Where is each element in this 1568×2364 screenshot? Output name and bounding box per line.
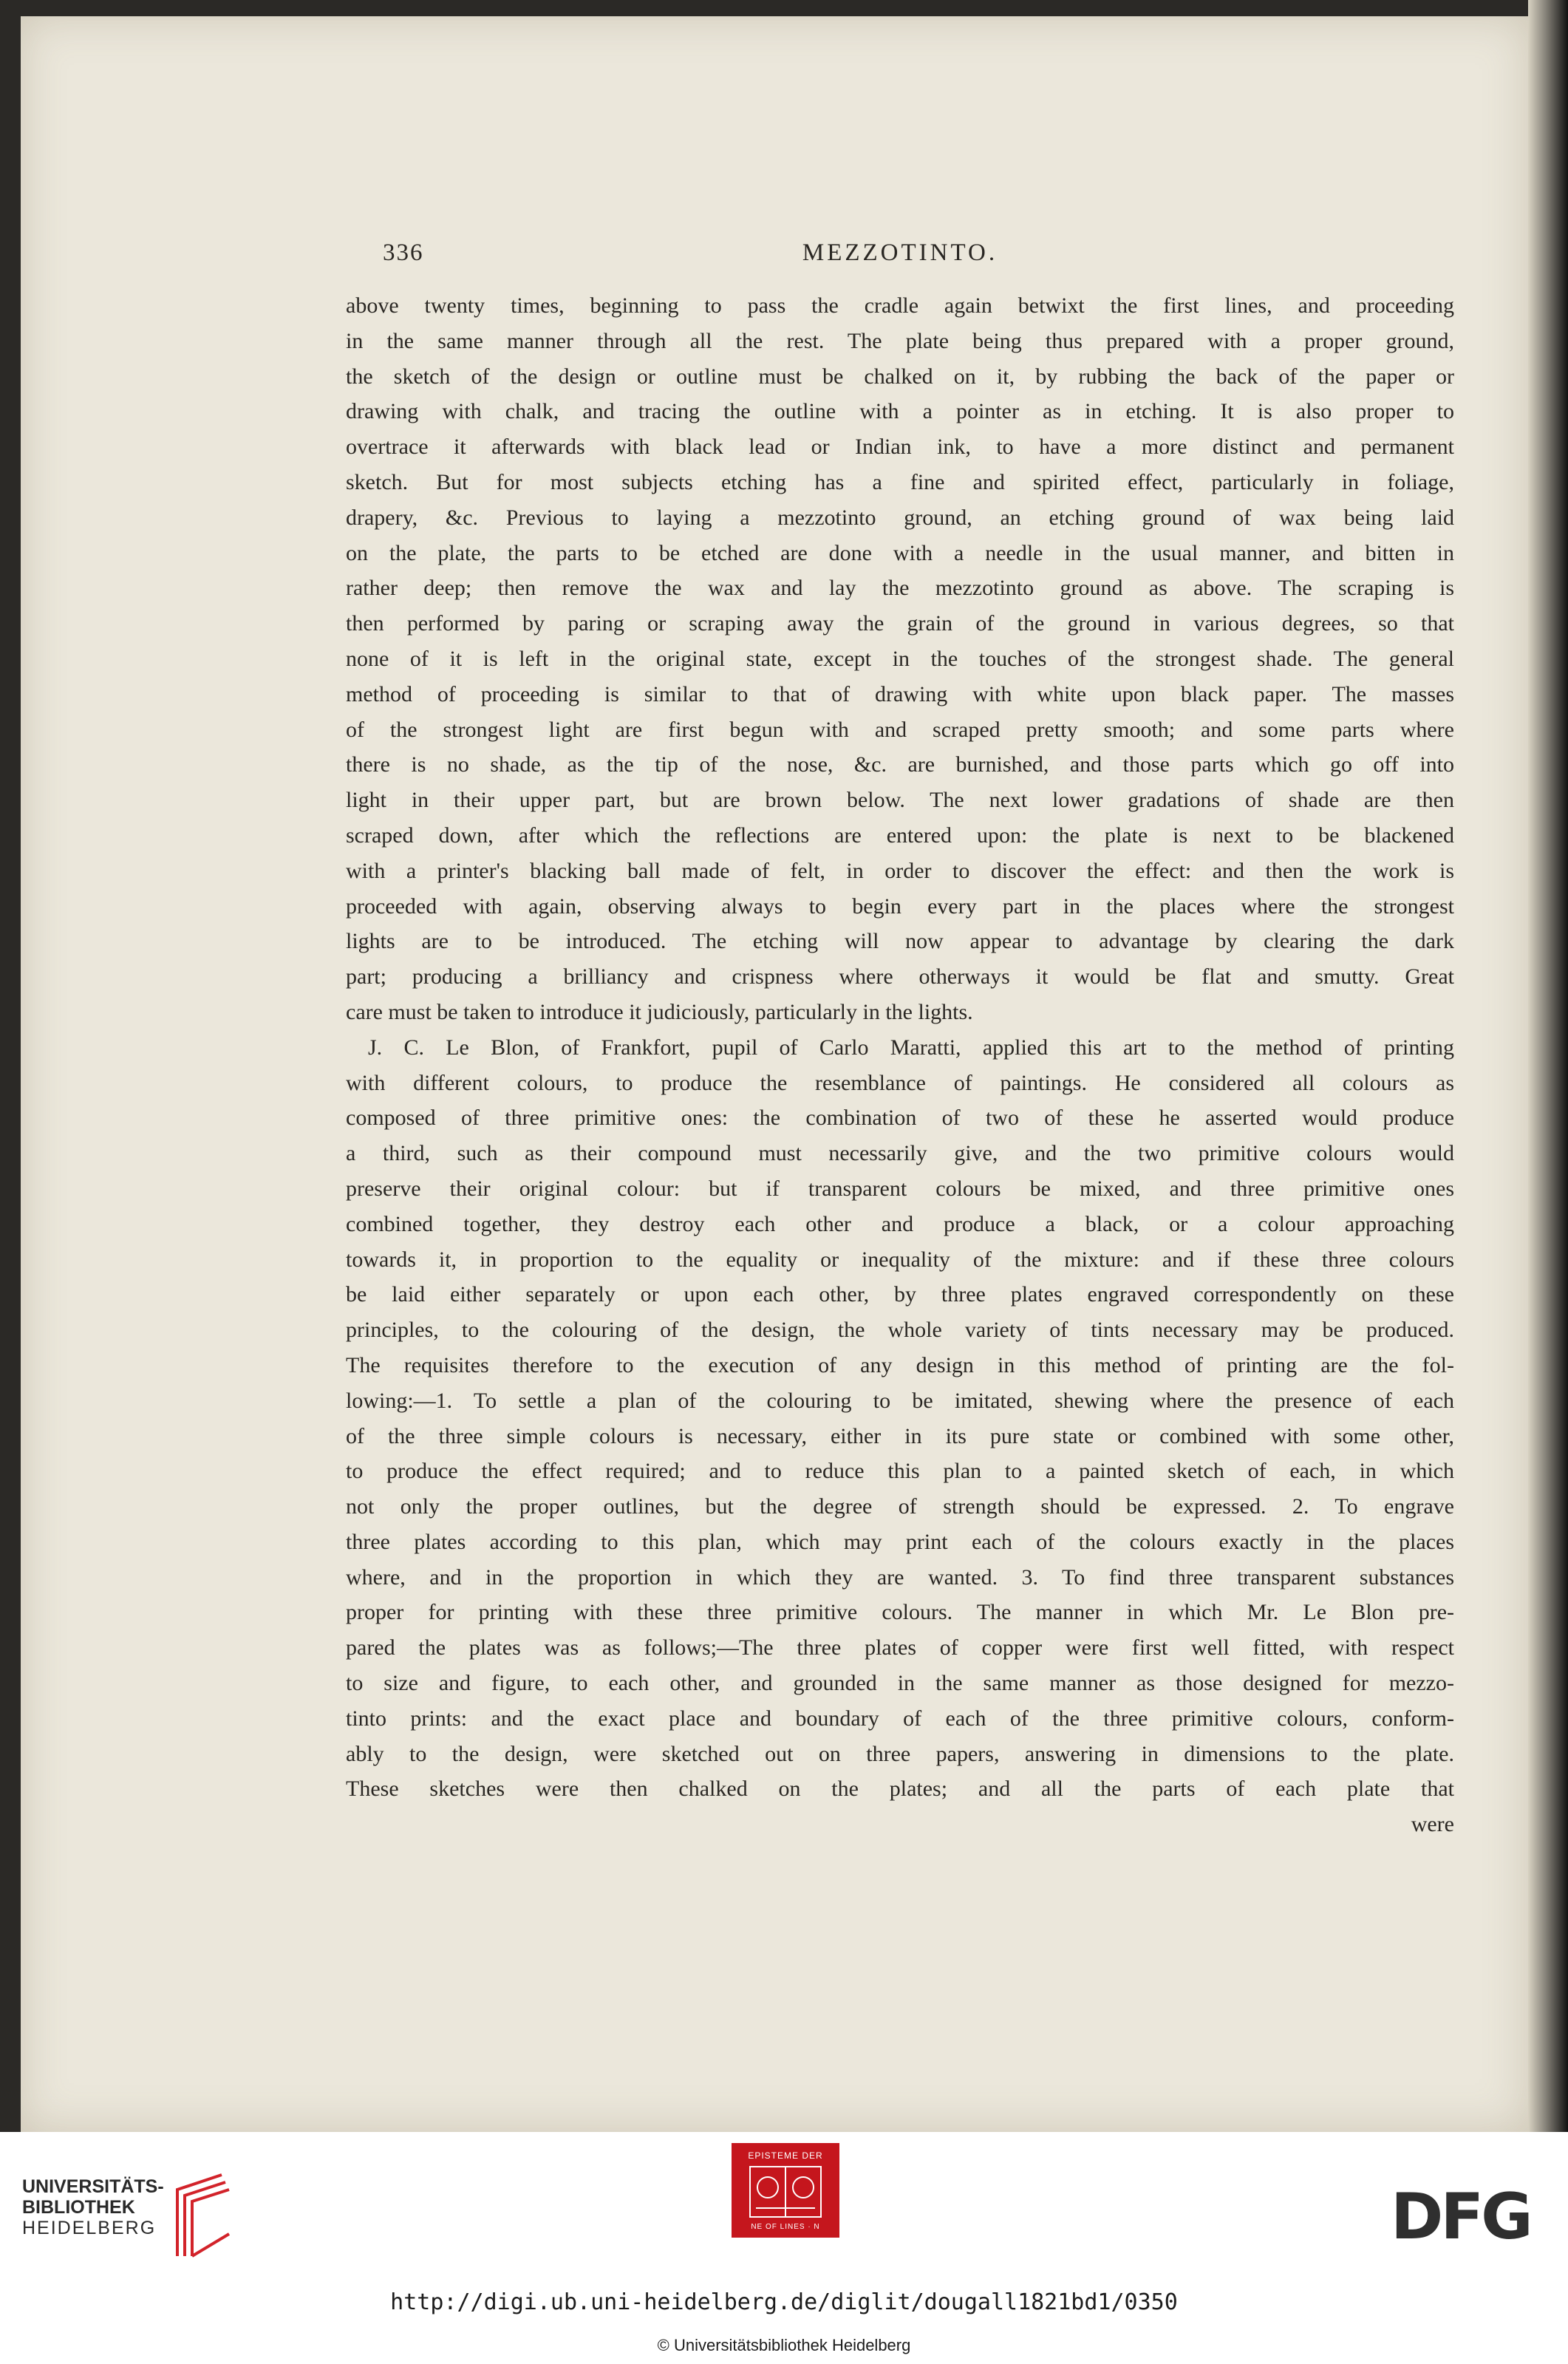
viewer-footer (0, 2132, 1568, 2364)
text-line: proceeded with again, observing always to begin every part in the places where the strongest (346, 893, 1454, 919)
page-number: 336 (383, 239, 424, 266)
text-line: in the same manner through all the rest. The plate being thus prepared with a proper ground, (346, 328, 1454, 353)
text-line: there is no shade, as the tip of the nose, &c. are burnished, and those parts which go off into (346, 752, 1454, 777)
library-name (22, 2176, 164, 2238)
episteme-logo[interactable] (732, 2143, 839, 2238)
text-line: light in their upper part, but are brown below. The next lower gradations of shade are then (346, 788, 1454, 813)
text-line: preserve their original colour: but if transparent colours be mixed, and three primitive ones (346, 1176, 1454, 1201)
paragraph-1 (346, 288, 1454, 1030)
text-line: then performed by paring or scraping away the grain of the ground in various degrees, so that (346, 611, 1454, 636)
text-line: ably to the design, were sketched out on three papers, answering in dimensions to the plate. (346, 1741, 1454, 1766)
library-name-line1: UNIVERSITÄTS- (22, 2176, 164, 2197)
running-head (346, 236, 1454, 278)
text-line: These sketches were then chalked on the plates; and all the parts of each plate that (346, 1777, 1454, 1802)
episteme-emblem-icon (749, 2165, 822, 2218)
paper-page (21, 16, 1528, 2132)
text-line: above twenty times, beginning to pass the cradle again betwixt the first lines, and proceeding (346, 293, 1454, 318)
dfg-logo[interactable]: DFG (1391, 2180, 1530, 2254)
text-line: lowing:—1. To settle a plan of the colouring to be imitated, shewing where the presence of each (346, 1388, 1454, 1413)
text-line: three plates according to this plan, which may print each of the colours exactly in the places (346, 1529, 1454, 1554)
text-line: to produce the effect required; and to reduce this plan to a painted sketch of each, in which (346, 1459, 1454, 1484)
text-line: towards it, in proportion to the equality or inequality of the mixture: and if these three colours (346, 1247, 1454, 1272)
text-line: J. C. Le Blon, of Frankfort, pupil of Carlo Maratti, applied this art to the method of printing (368, 1035, 1454, 1060)
text-line: principles, to the colouring of the design, the whole variety of tints necessary may be produced. (346, 1318, 1454, 1343)
text-line: tinto prints: and the exact place and boundary of each of the three primitive colours, conform- (346, 1706, 1454, 1731)
text-line: on the plate, the parts to be etched are done with a needle in the usual manner, and bitten in (346, 540, 1454, 565)
book-spine-shadow (1528, 0, 1568, 2132)
text-line: composed of three primitive ones: the combination of two of these he asserted would produce (346, 1106, 1454, 1131)
text-line: none of it is left in the original state, except in the touches of the strongest shade. The general (346, 646, 1454, 671)
running-title: MEZZOTINTO. (802, 239, 998, 266)
text-line: where, and in the proportion in which they are wanted. 3. To find three transparent substances (346, 1564, 1454, 1590)
text-line: part; producing a brilliancy and crispness where otherways it would be flat and smutty. Great (346, 964, 1454, 989)
ub-emblem-icon (163, 2167, 236, 2263)
text-line: the sketch of the design or outline must be chalked on it, by rubbing the back of the paper or (346, 364, 1454, 389)
library-name-line3: HEIDELBERG (22, 2218, 157, 2238)
text-line: with different colours, to produce the resemblance of paintings. He considered all colours as (346, 1070, 1454, 1095)
paragraph-2 (346, 1030, 1454, 1808)
episteme-caption: EPISTEME DER (748, 2150, 823, 2161)
text-line: pared the plates was as follows;—The three plates of copper were first well fitted, with respect (346, 1635, 1454, 1660)
text-line: drawing with chalk, and tracing the outline with a pointer as in etching. It is also proper to (346, 399, 1454, 424)
text-line: care must be taken to introduce it judiciously, particularly in the lights. (346, 999, 973, 1024)
text-line: of the three simple colours is necessary, either in its pure state or combined with some other, (346, 1423, 1454, 1448)
catchword: were (1411, 1812, 1454, 1837)
text-line: proper for printing with these three primitive colours. The manner in which Mr. Le Blon pre- (346, 1600, 1454, 1625)
copyright-notice: © Universitätsbibliothek Heidelberg (657, 2336, 911, 2354)
text-line: be laid either separately or upon each other, by three plates engraved correspondently on these (346, 1282, 1454, 1307)
text-line: The requisites therefore to the execution of any design in this method of printing are the fol- (346, 1352, 1454, 1377)
text-line: drapery, &c. Previous to laying a mezzotinto ground, an etching ground of wax being laid (346, 505, 1454, 530)
text-line: with a printer's blacking ball made of felt, in order to discover the effect: and then the work is (346, 858, 1454, 883)
text-line: to size and figure, to each other, and grounded in the same manner as those designed for mezzo- (346, 1671, 1454, 1696)
page-text-block (346, 236, 1454, 1842)
ub-heidelberg-logo[interactable] (22, 2176, 229, 2265)
text-line: sketch. But for most subjects etching has a fine and spirited effect, particularly in foliage, (346, 469, 1454, 494)
permalink-url[interactable]: http://digi.ub.uni-heidelberg.de/diglit/dougall1821bd1/0350 (390, 2289, 1178, 2315)
library-name-line2: BIBLIOTHEK (22, 2197, 135, 2218)
text-line: not only the proper outlines, but the degree of strength should be expressed. 2. To engrave (346, 1494, 1454, 1519)
text-line: combined together, they destroy each other and produce a black, or a colour approaching (346, 1211, 1454, 1236)
text-line: rather deep; then remove the wax and lay the mezzotinto ground as above. The scraping is (346, 576, 1454, 601)
episteme-footer-caption: NE OF LINES · N (751, 2223, 820, 2231)
text-line: method of proceeding is similar to that of drawing with white upon black paper. The masses (346, 681, 1454, 706)
text-line: of the strongest light are first begun with and scraped pretty smooth; and some parts where (346, 717, 1454, 742)
text-line: scraped down, after which the reflections are entered upon: the plate is next to be blackened (346, 822, 1454, 848)
text-line: lights are to be introduced. The etching will now appear to advantage by clearing the dark (346, 929, 1454, 954)
text-line: a third, such as their compound must necessarily give, and the two primitive colours would (346, 1141, 1454, 1166)
text-line: overtrace it afterwards with black lead or Indian ink, to have a more distinct and permanent (346, 435, 1454, 460)
